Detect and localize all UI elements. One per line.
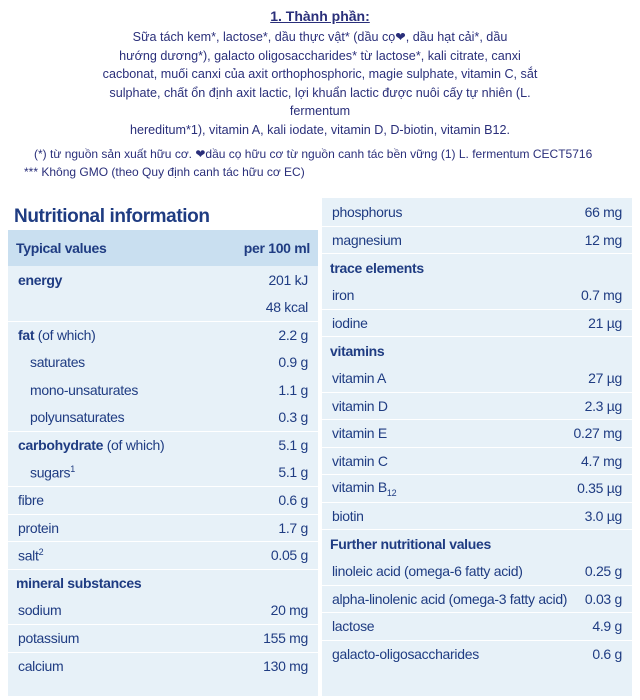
nutrient-row (8, 404, 318, 432)
nutrient-value: 1.1 g (278, 381, 308, 398)
nutrient-label: potassium (18, 630, 80, 647)
nutrient-row (8, 431, 318, 459)
nutrient-value: 0.9 g (278, 354, 308, 371)
nutrient-row (8, 652, 318, 680)
nutrient-value: 1.7 g (278, 519, 308, 536)
nutrient-row (322, 281, 632, 309)
nutrient-label: alpha-linolenic acid (omega-3 fatty acid) (332, 590, 568, 607)
nutrient-value: 0.6 g (278, 492, 308, 509)
nutrition-table-right (322, 198, 632, 696)
nutrient-label: energy (18, 271, 63, 288)
further-rows (322, 557, 632, 667)
typical-values-label: Typical values (16, 240, 107, 256)
nutrient-label: sodium (18, 602, 62, 619)
nutrient-value: 0.35 µg (577, 480, 622, 497)
nutrient-value: 0.05 g (270, 547, 308, 564)
ingredients-notes (0, 145, 640, 181)
nutrient-label: saturates (30, 354, 85, 371)
nutrient-label: polyunsaturates (30, 409, 125, 426)
nutrient-value: 27 µg (588, 369, 622, 386)
nutrient-label: fat (of which) (18, 327, 96, 344)
nutrient-value: 0.25 g (584, 562, 622, 579)
nutrient-label: protein (18, 519, 59, 536)
nutrient-label: iron (332, 286, 355, 303)
nutrition-title: Nutritional information (8, 198, 318, 230)
vitamin-rows (322, 364, 632, 529)
nutrient-label: galacto-oligosaccharides (332, 645, 479, 662)
nutrient-row (322, 502, 632, 530)
nutrient-label: sugars$^1$ (30, 463, 75, 481)
ingredients-title: 1. Thành phần: (270, 8, 370, 24)
nutrient-row (8, 624, 318, 652)
nutrient-label: carbohydrate (of which) (18, 437, 165, 454)
nutrient-label: iodine (332, 314, 368, 331)
nutrient-row (8, 514, 318, 542)
nutrient-label: linoleic acid (omega-6 fatty acid) (332, 562, 523, 579)
nutrient-label: calcium (18, 657, 64, 674)
nutrient-row (322, 226, 632, 254)
nutrient-value: 0.6 g (592, 645, 622, 662)
per-100ml-label: per 100 ml (243, 240, 310, 256)
mineral-substances-heading: mineral substances (8, 569, 318, 597)
ingredients-section (0, 8, 640, 181)
nutrition-table-left (8, 198, 318, 696)
nutrient-label: mono-unsaturates (30, 381, 139, 398)
nutrient-label: phosphorus (332, 203, 403, 220)
nutrient-value: 4.9 g (592, 618, 622, 635)
ingredients-line: Sữa tách kem*, lactose*, dầu thực vật* (dầu cọ❤, dầu hạt cải*, dầu (132, 30, 508, 44)
nutrient-row (322, 612, 632, 640)
nutrient-label: magnesium (332, 231, 402, 248)
nutrient-value: 21 µg (588, 314, 622, 331)
nutrient-row (8, 294, 318, 322)
nutrient-label: salt$^2$ (18, 546, 44, 564)
nutrient-label: vitamin D (332, 397, 388, 414)
nutrient-row (322, 419, 632, 447)
nutrient-value: 20 mg (270, 602, 308, 619)
nutrient-value: 201 kJ (268, 271, 308, 288)
ingredients-line: cacbonat, muối canxi của axit orthophosphoric, magie sulphate, vitamin C, sắt (102, 67, 538, 81)
nutrient-row (8, 541, 318, 569)
vitamins-heading: vitamins (322, 336, 632, 364)
nutrient-label: vitamin $B_{12}$ (332, 478, 397, 498)
further-values-heading: Further nutritional values (322, 529, 632, 557)
nutrient-value: 66 mg (584, 203, 622, 220)
nutrient-value: 4.7 mg (581, 452, 622, 469)
trace-elements-heading: trace elements (322, 253, 632, 281)
organic-note: (*) từ nguồn sản xuất hữu cơ. ❤dầu cọ hữu cơ từ nguồn canh tác bền vững (1) L. fermentum CECT5716 (34, 147, 593, 161)
mineral-rows (8, 597, 318, 680)
nutrient-value: 2.3 µg (584, 397, 622, 414)
nutrient-row (322, 198, 632, 226)
nutrient-label: lactose (332, 618, 375, 635)
nutrient-row (8, 597, 318, 625)
nutrient-value: 3.0 µg (584, 507, 622, 524)
nutrient-label: vitamin A (332, 369, 387, 386)
nutrient-value: 5.1 g (278, 437, 308, 454)
ingredients-line: sulphate, chất ổn định axit lactic, lợi khuẩn lactic được nuôi cấy tự nhiên (L. fermentum (109, 85, 531, 118)
nutrient-row (322, 392, 632, 420)
nutrient-label: vitamin C (332, 452, 388, 469)
nutrient-row (322, 364, 632, 392)
nutrient-label: fibre (18, 492, 44, 509)
nutrient-value: 130 mg (263, 657, 308, 674)
trace-rows (322, 281, 632, 336)
nutrient-value: 155 mg (263, 630, 308, 647)
ingredients-line: hereditum*1), vitamin A, kali iodate, vitamin D, D-biotin, vitamin B12. (129, 122, 511, 137)
nutrient-value: 12 mg (584, 231, 622, 248)
nutrient-row (322, 309, 632, 337)
nutrient-row (8, 321, 318, 349)
nutrient-value: 48 kcal (265, 299, 308, 316)
nutrient-row (8, 349, 318, 377)
nutrient-value: 0.03 g (584, 590, 622, 607)
nutrient-value: 5.1 g (278, 464, 308, 481)
nutrient-row (322, 447, 632, 475)
nutrient-row (322, 585, 632, 613)
nutrient-rows (8, 266, 318, 569)
nutrient-value: 0.27 mg (573, 425, 622, 442)
nutrient-rows-top (322, 198, 632, 253)
nutrient-row (322, 640, 632, 668)
nutrient-row (322, 474, 632, 502)
nutrient-label: biotin (332, 507, 364, 524)
nutrient-row (322, 557, 632, 585)
nutrient-value: 2.2 g (278, 327, 308, 344)
gmo-note: *** Không GMO (theo Quy định canh tác hữu cơ EC) (24, 165, 305, 179)
nutrient-row (8, 486, 318, 514)
nutrient-row (8, 376, 318, 404)
ingredients-line: hướng dương*), galacto oligosaccharides* từ lactose*, kali citrate, canxi (119, 48, 521, 63)
nutrient-row (8, 459, 318, 487)
ingredients-text (0, 28, 640, 139)
nutrient-value: 0.7 mg (581, 286, 622, 303)
nutrient-row (8, 266, 318, 294)
nutrition-header (8, 230, 318, 266)
nutrient-value: 0.3 g (278, 409, 308, 426)
nutrient-label: vitamin E (332, 425, 387, 442)
